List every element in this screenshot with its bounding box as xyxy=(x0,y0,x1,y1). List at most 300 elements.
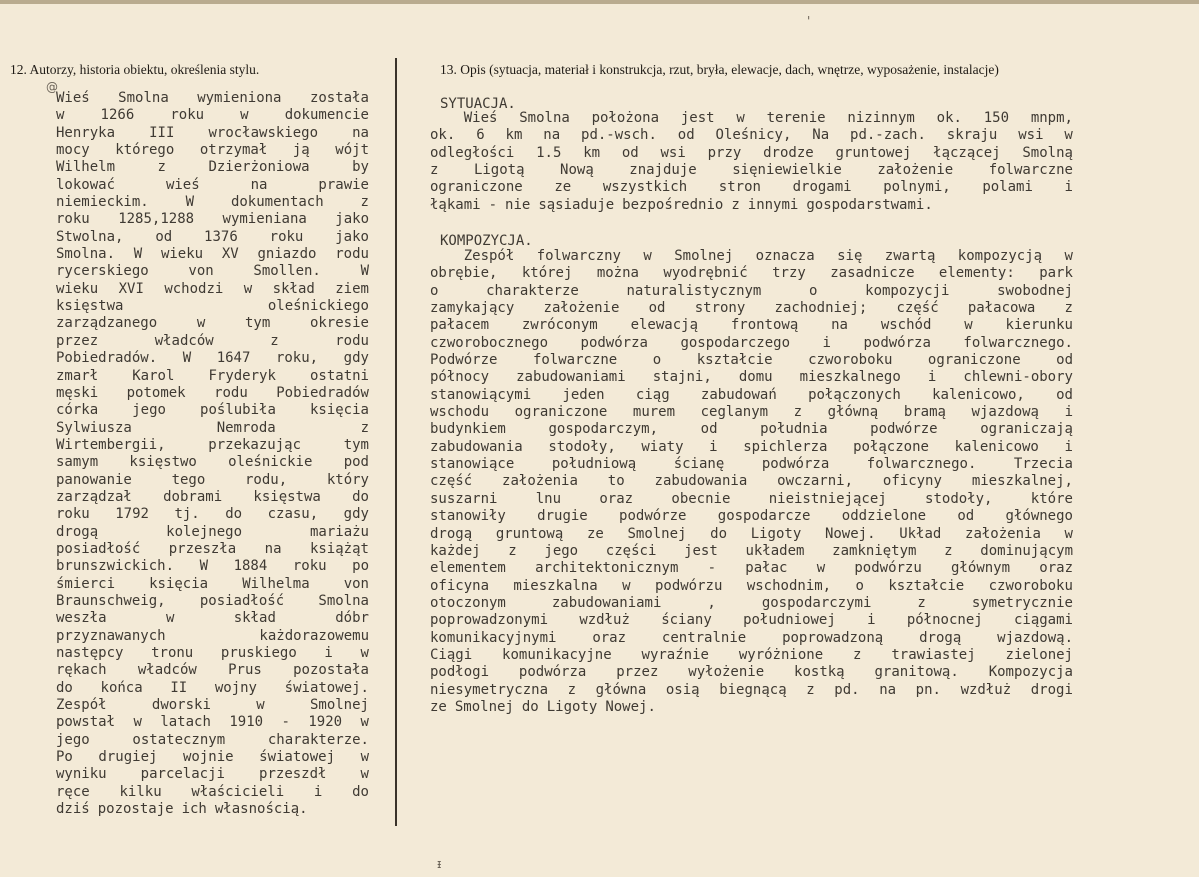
section-word: Podwórze xyxy=(430,352,498,369)
section-word: czworoboku xyxy=(808,352,893,369)
section-line xyxy=(430,110,1073,127)
history-word: ostatni xyxy=(309,367,369,384)
section-word: południa xyxy=(760,421,828,438)
history-word: w xyxy=(256,697,265,714)
history-word: samym xyxy=(56,454,99,471)
section-word: pałac xyxy=(745,560,788,577)
history-word: księstwa xyxy=(56,298,124,315)
section-word: Ligotą xyxy=(473,162,525,179)
section-word: podwórza xyxy=(761,456,830,473)
top-border xyxy=(0,0,1199,4)
history-word: na xyxy=(352,124,369,141)
section-word: północnej xyxy=(906,612,983,629)
section-word: Nowej. xyxy=(824,525,876,542)
history-word: Dzierżoniowa xyxy=(208,159,310,176)
section-word: lnu xyxy=(535,490,562,507)
history-word: brunszwickich. xyxy=(56,558,175,575)
section-word: oddzielone xyxy=(841,508,927,525)
section-word: Trzecia xyxy=(1013,456,1073,473)
section-word: oraz xyxy=(599,490,634,507)
section-word: zielonej xyxy=(1005,646,1073,663)
history-word: ją xyxy=(292,142,310,159)
section-word: gospodarcze xyxy=(717,508,811,525)
section-word: mieszkalnego xyxy=(799,369,901,386)
history-word: na xyxy=(250,176,268,193)
section-word: z xyxy=(917,594,926,611)
section-line xyxy=(430,352,1073,369)
section-word: można xyxy=(596,265,639,282)
history-word: Zespół xyxy=(56,697,107,714)
history-word: 1647 xyxy=(216,350,251,367)
history-line xyxy=(56,315,369,332)
history-word: rodu xyxy=(335,332,369,349)
history-line xyxy=(56,368,369,385)
section-word: główna xyxy=(595,681,647,698)
history-word: w xyxy=(133,714,142,731)
history-word: Wirtembergii, xyxy=(56,436,166,453)
history-word: przeszdł xyxy=(259,766,327,783)
history-word: 1884 xyxy=(233,558,268,575)
history-word: dobrami xyxy=(163,488,223,505)
section-word: wschód xyxy=(880,317,932,334)
history-word: lokować xyxy=(56,176,116,193)
section-word: ograniczają xyxy=(980,421,1073,438)
section-word: wsi xyxy=(1018,127,1044,144)
section-word: i xyxy=(822,334,831,351)
history-word: 1792 xyxy=(115,506,149,523)
section-word: pałacowa xyxy=(967,300,1036,317)
history-word: następcy xyxy=(56,645,124,661)
history-word: skład xyxy=(233,610,276,627)
section-word: podwórze xyxy=(870,421,938,438)
section-word: oraz xyxy=(1039,560,1073,577)
section-word: biegnącą xyxy=(719,681,787,698)
history-word: tronu xyxy=(151,645,194,661)
history-word: wójt xyxy=(335,142,369,159)
section-word: w xyxy=(816,560,826,577)
history-word: Sylwiusza xyxy=(56,419,132,436)
history-word: ich xyxy=(181,801,207,818)
history-word: W xyxy=(133,246,143,263)
section-word: z xyxy=(731,196,740,213)
section-word: , xyxy=(707,594,716,611)
section-word: Nową xyxy=(560,162,594,179)
history-word: gniazdo xyxy=(257,246,317,263)
section-word: odległości xyxy=(430,144,515,161)
history-word: Wieś xyxy=(56,90,90,106)
section-word: - xyxy=(488,196,498,213)
section-line xyxy=(430,456,1073,473)
section-line xyxy=(430,369,1073,386)
history-word: jako xyxy=(335,228,369,245)
section-word: położona xyxy=(591,110,660,126)
section-word: park xyxy=(1039,265,1073,282)
history-word: i xyxy=(324,645,333,661)
section-word: kostką xyxy=(794,664,845,681)
section-word: z xyxy=(853,646,862,663)
history-word: pozostaje xyxy=(97,801,174,818)
history-word: w xyxy=(240,107,249,124)
history-word: rękach xyxy=(56,662,107,679)
section-word: Układ xyxy=(899,525,942,542)
section-word: terenie xyxy=(766,110,826,126)
history-line xyxy=(56,420,369,437)
section-line xyxy=(430,491,1073,508)
history-word: po xyxy=(352,558,369,575)
section-word: Na xyxy=(812,127,830,144)
history-word: kilku xyxy=(119,783,162,800)
history-word: Henryka xyxy=(56,124,116,141)
section-word: wsi xyxy=(660,144,686,161)
history-word: wieku xyxy=(56,280,99,297)
section-word: ze xyxy=(586,525,604,542)
history-line xyxy=(56,628,369,645)
history-word: pod xyxy=(343,454,369,471)
history-word: w xyxy=(360,645,369,661)
section-word: wschodnim, xyxy=(746,577,832,594)
section-word: - xyxy=(707,560,717,577)
section-word: gospodarczego xyxy=(680,334,791,351)
section-word: założenie xyxy=(543,300,620,317)
history-word: zarządzanego xyxy=(56,315,158,332)
section-word: głównym xyxy=(951,560,1011,577)
history-line xyxy=(56,229,369,246)
history-word: przeszła xyxy=(168,540,237,557)
section-line xyxy=(430,543,1073,560)
section-word: łąkami xyxy=(430,196,481,213)
section-word: Smolnej xyxy=(627,525,687,542)
section-line xyxy=(430,387,1073,404)
section-word: w xyxy=(1064,127,1073,144)
section-word: drugie xyxy=(537,508,588,525)
section-line xyxy=(430,664,1073,681)
history-word: roku, xyxy=(275,350,319,367)
history-word: książąt xyxy=(309,540,369,557)
section-word: otoczonym xyxy=(430,594,506,611)
section-word: o xyxy=(855,577,864,594)
history-word: skład xyxy=(272,280,315,297)
section-line xyxy=(430,127,1073,144)
history-word: dóbr xyxy=(335,610,369,627)
section-word: ograniczone xyxy=(514,404,608,421)
section-word: północy xyxy=(430,369,490,386)
section-word: gospodarczymi xyxy=(761,594,872,611)
section-word: na xyxy=(543,127,561,144)
history-word: na xyxy=(264,540,282,557)
section-word: od xyxy=(1056,386,1073,403)
section-word: folwarczne xyxy=(532,352,618,369)
section-word: jest xyxy=(680,110,715,126)
section-word: główną xyxy=(827,404,879,421)
section-word: oficyna xyxy=(430,577,490,594)
history-word: Smollen. xyxy=(253,263,321,280)
section-word: drogi xyxy=(1030,681,1073,698)
history-word: prawie xyxy=(318,176,369,193)
section-line xyxy=(430,682,1073,699)
section-word: komunikacyjne xyxy=(502,646,612,663)
section-line xyxy=(430,248,1073,265)
section-word: pd.-zach. xyxy=(850,127,926,144)
section-line xyxy=(430,647,1073,664)
history-word: panowanie xyxy=(56,471,132,488)
history-word: księstwa xyxy=(253,488,321,505)
history-word: posiadłość xyxy=(199,592,285,609)
section-word: do xyxy=(710,525,728,542)
section-word: przez xyxy=(616,664,659,681)
history-line xyxy=(56,142,369,159)
history-word: księstwo xyxy=(129,454,197,471)
history-word: wymieniona xyxy=(197,90,282,106)
section-line xyxy=(430,197,1073,214)
history-word: ostatecznym xyxy=(132,731,226,748)
section-word: drodze xyxy=(763,144,814,161)
history-word: została xyxy=(309,90,369,106)
history-word: przez xyxy=(56,332,99,349)
history-word: tego xyxy=(171,471,206,488)
section-word: Zespół xyxy=(430,248,515,264)
section-word: podwórza xyxy=(518,664,587,681)
section-word: nieistniejącej xyxy=(768,490,887,507)
section-line xyxy=(430,612,1073,629)
history-word: roku xyxy=(292,558,327,575)
section-word: stanowiące xyxy=(430,456,515,473)
section-word: w xyxy=(736,110,745,126)
section-word: zasadnicze xyxy=(830,265,915,282)
history-word: ziem xyxy=(335,280,369,297)
section-word: Ciągi xyxy=(430,646,473,663)
section-word: kalenicowo xyxy=(954,438,1039,455)
history-word: II xyxy=(170,679,188,696)
section-word: granitową. xyxy=(874,664,959,681)
section-word: znajduje xyxy=(629,162,697,179)
section-word: przy xyxy=(707,144,742,161)
history-word: gdy xyxy=(343,350,369,367)
section-word: bramą xyxy=(903,404,946,421)
history-word: wojny xyxy=(214,679,257,696)
section-word: o xyxy=(809,282,818,299)
section-word: od xyxy=(621,144,639,161)
section-word: w xyxy=(1064,525,1073,542)
section-word: zwróconym xyxy=(521,317,598,334)
history-word: dziś xyxy=(56,801,90,818)
history-word: tym xyxy=(343,436,369,453)
section-body xyxy=(430,248,1073,716)
history-word: wrocławskiego xyxy=(208,124,319,141)
history-word: do xyxy=(56,679,73,696)
section-word: od xyxy=(957,508,975,525)
section-word: części xyxy=(605,542,657,559)
section-line xyxy=(430,317,1073,334)
section-line xyxy=(430,335,1073,352)
section-word: Wieś xyxy=(430,110,498,126)
history-word: czasu, xyxy=(267,506,319,523)
history-word: męski xyxy=(56,384,99,401)
section-word: Nowej. xyxy=(605,698,656,715)
section-word: podwórzu xyxy=(854,560,922,577)
section-word: od xyxy=(648,300,666,317)
history-word: Stwolna, xyxy=(56,228,124,245)
section-line xyxy=(430,595,1073,612)
history-word: tym xyxy=(244,315,271,332)
section-word: w xyxy=(643,248,652,264)
at-sign-mark: @ xyxy=(46,80,58,94)
section-word: chlewni-obory xyxy=(963,369,1073,386)
section-word: skraju xyxy=(946,127,998,144)
section-word: część xyxy=(430,473,473,490)
section-word: owczarni, xyxy=(777,473,854,490)
history-word: własnością. xyxy=(214,801,308,818)
section-word: zwartą xyxy=(884,248,936,264)
section-word: pałacem xyxy=(430,317,490,334)
history-word: jego xyxy=(132,402,166,419)
section-line xyxy=(430,508,1073,525)
history-word: 1910 xyxy=(229,714,264,731)
section-word: elementem xyxy=(430,560,506,577)
history-word: do xyxy=(352,783,369,800)
history-word: 1920 xyxy=(308,714,343,731)
section-word: folwarczne xyxy=(988,162,1073,179)
history-word: Smolnej xyxy=(309,697,369,714)
section-word: podwórzu xyxy=(654,577,723,594)
section-word: połączone xyxy=(853,438,929,455)
history-word: Karol xyxy=(132,367,175,384)
section-body xyxy=(430,110,1073,214)
history-word: W xyxy=(199,558,209,575)
history-word: Prus xyxy=(228,662,262,679)
section-word: i xyxy=(927,369,937,386)
history-word: z xyxy=(157,159,166,176)
history-word: właścicieli xyxy=(191,783,285,800)
section-word: trawiastej xyxy=(891,646,976,663)
section-word: drogą xyxy=(919,629,962,646)
history-word: rodu xyxy=(335,246,369,263)
history-line xyxy=(56,159,369,176)
section-word: wyróżnione xyxy=(738,646,824,663)
section-word: Smolna xyxy=(519,110,570,126)
history-word: by xyxy=(352,159,369,176)
section-word: stajni, xyxy=(652,369,712,386)
section-word: stanowiącymi xyxy=(430,386,532,403)
section-word: naturalistycznym xyxy=(626,282,762,299)
section-word: symetrycznie xyxy=(971,594,1073,611)
history-word: wchodzi xyxy=(164,280,224,297)
history-word: mariażu xyxy=(309,523,369,540)
section-word: podłogi xyxy=(430,664,490,681)
history-text xyxy=(56,90,369,818)
section-word: polami xyxy=(982,179,1033,196)
section-line xyxy=(430,560,1073,577)
history-word: wojnie xyxy=(183,749,234,766)
history-word: Pobiedradów xyxy=(276,384,369,401)
history-word: wieku xyxy=(160,246,204,263)
section-title: SYTUACJA. xyxy=(440,96,516,112)
section-word: podwórza xyxy=(863,334,931,351)
section-word: zamykający xyxy=(430,300,515,317)
history-word: oleśnickiego xyxy=(267,298,369,315)
section-word: drogami xyxy=(792,179,852,196)
section-word: niesymetryczna xyxy=(430,681,549,698)
history-word: gdy xyxy=(343,506,369,523)
history-word: roku xyxy=(269,228,304,245)
section-word: centralnie xyxy=(661,629,747,646)
section-word: pd. xyxy=(834,681,860,698)
section-word: stron xyxy=(718,179,761,196)
history-word: tj. xyxy=(174,506,200,523)
section-word: gruntową xyxy=(495,525,564,542)
section-word: od xyxy=(677,127,695,144)
history-word: światowej. xyxy=(284,679,369,696)
history-word: rodu xyxy=(214,384,248,401)
history-word: w xyxy=(360,749,369,766)
history-word: roku xyxy=(56,506,90,523)
section-word: Oleśnicy, xyxy=(715,127,792,144)
section-line xyxy=(430,630,1073,647)
section-word: gospodarczym, xyxy=(548,421,659,438)
history-word: jego xyxy=(56,731,90,748)
history-word: władców xyxy=(137,662,197,679)
history-line xyxy=(56,662,369,679)
section-line xyxy=(430,578,1073,595)
history-word: posiadłość xyxy=(56,540,141,557)
history-word: ręce xyxy=(56,783,90,800)
history-word: kolejnego xyxy=(166,523,242,540)
history-line xyxy=(56,333,369,350)
history-line xyxy=(56,454,369,471)
history-word: 1266 xyxy=(100,107,135,124)
history-word: przekazując xyxy=(208,436,301,453)
history-line xyxy=(56,125,369,142)
history-line xyxy=(56,298,369,315)
history-line xyxy=(56,385,369,402)
section-word: innymi xyxy=(747,196,799,213)
history-word: poślubiła xyxy=(200,402,276,419)
column-divider xyxy=(395,58,397,826)
history-word: z xyxy=(360,194,369,211)
section-word: wyodrębnić xyxy=(663,265,748,282)
history-line xyxy=(56,506,369,523)
section-word: zachodniej; xyxy=(774,300,868,317)
section-word: gospodarstwami. xyxy=(806,196,933,213)
section-word: swobodnej xyxy=(997,282,1073,299)
section-word: folwarcznego. xyxy=(963,334,1073,351)
history-word: w xyxy=(243,280,253,297)
section-line xyxy=(430,179,1073,196)
history-word: W xyxy=(360,263,369,280)
section-line xyxy=(430,265,1073,282)
section-word: wiaty xyxy=(641,438,684,455)
history-line xyxy=(56,593,369,610)
section-word: z xyxy=(1064,300,1073,317)
section-word: czworobocznego xyxy=(430,334,549,351)
section-word: ściany xyxy=(661,612,712,629)
section-word: sięniewielkie xyxy=(732,162,842,179)
section-word: z xyxy=(793,404,803,421)
heading-authors-history: 12. Autorzy, historia obiektu, określenia stylu. xyxy=(10,62,260,77)
section-word: zabudowania xyxy=(654,473,748,490)
section-word: ze xyxy=(554,179,572,196)
history-line xyxy=(56,680,369,697)
section-word: o xyxy=(430,282,439,299)
history-word: zmarł xyxy=(56,367,99,384)
history-word: pozostała xyxy=(293,662,369,679)
history-line xyxy=(56,784,369,801)
section-word: ze xyxy=(430,698,447,715)
section-title: KOMPOZYCJA. xyxy=(440,233,533,249)
section-word: polnymi, xyxy=(883,179,951,196)
section-word: zamkniętym xyxy=(832,542,917,559)
history-word: oleśnickie xyxy=(228,454,313,471)
section-line xyxy=(430,162,1073,179)
